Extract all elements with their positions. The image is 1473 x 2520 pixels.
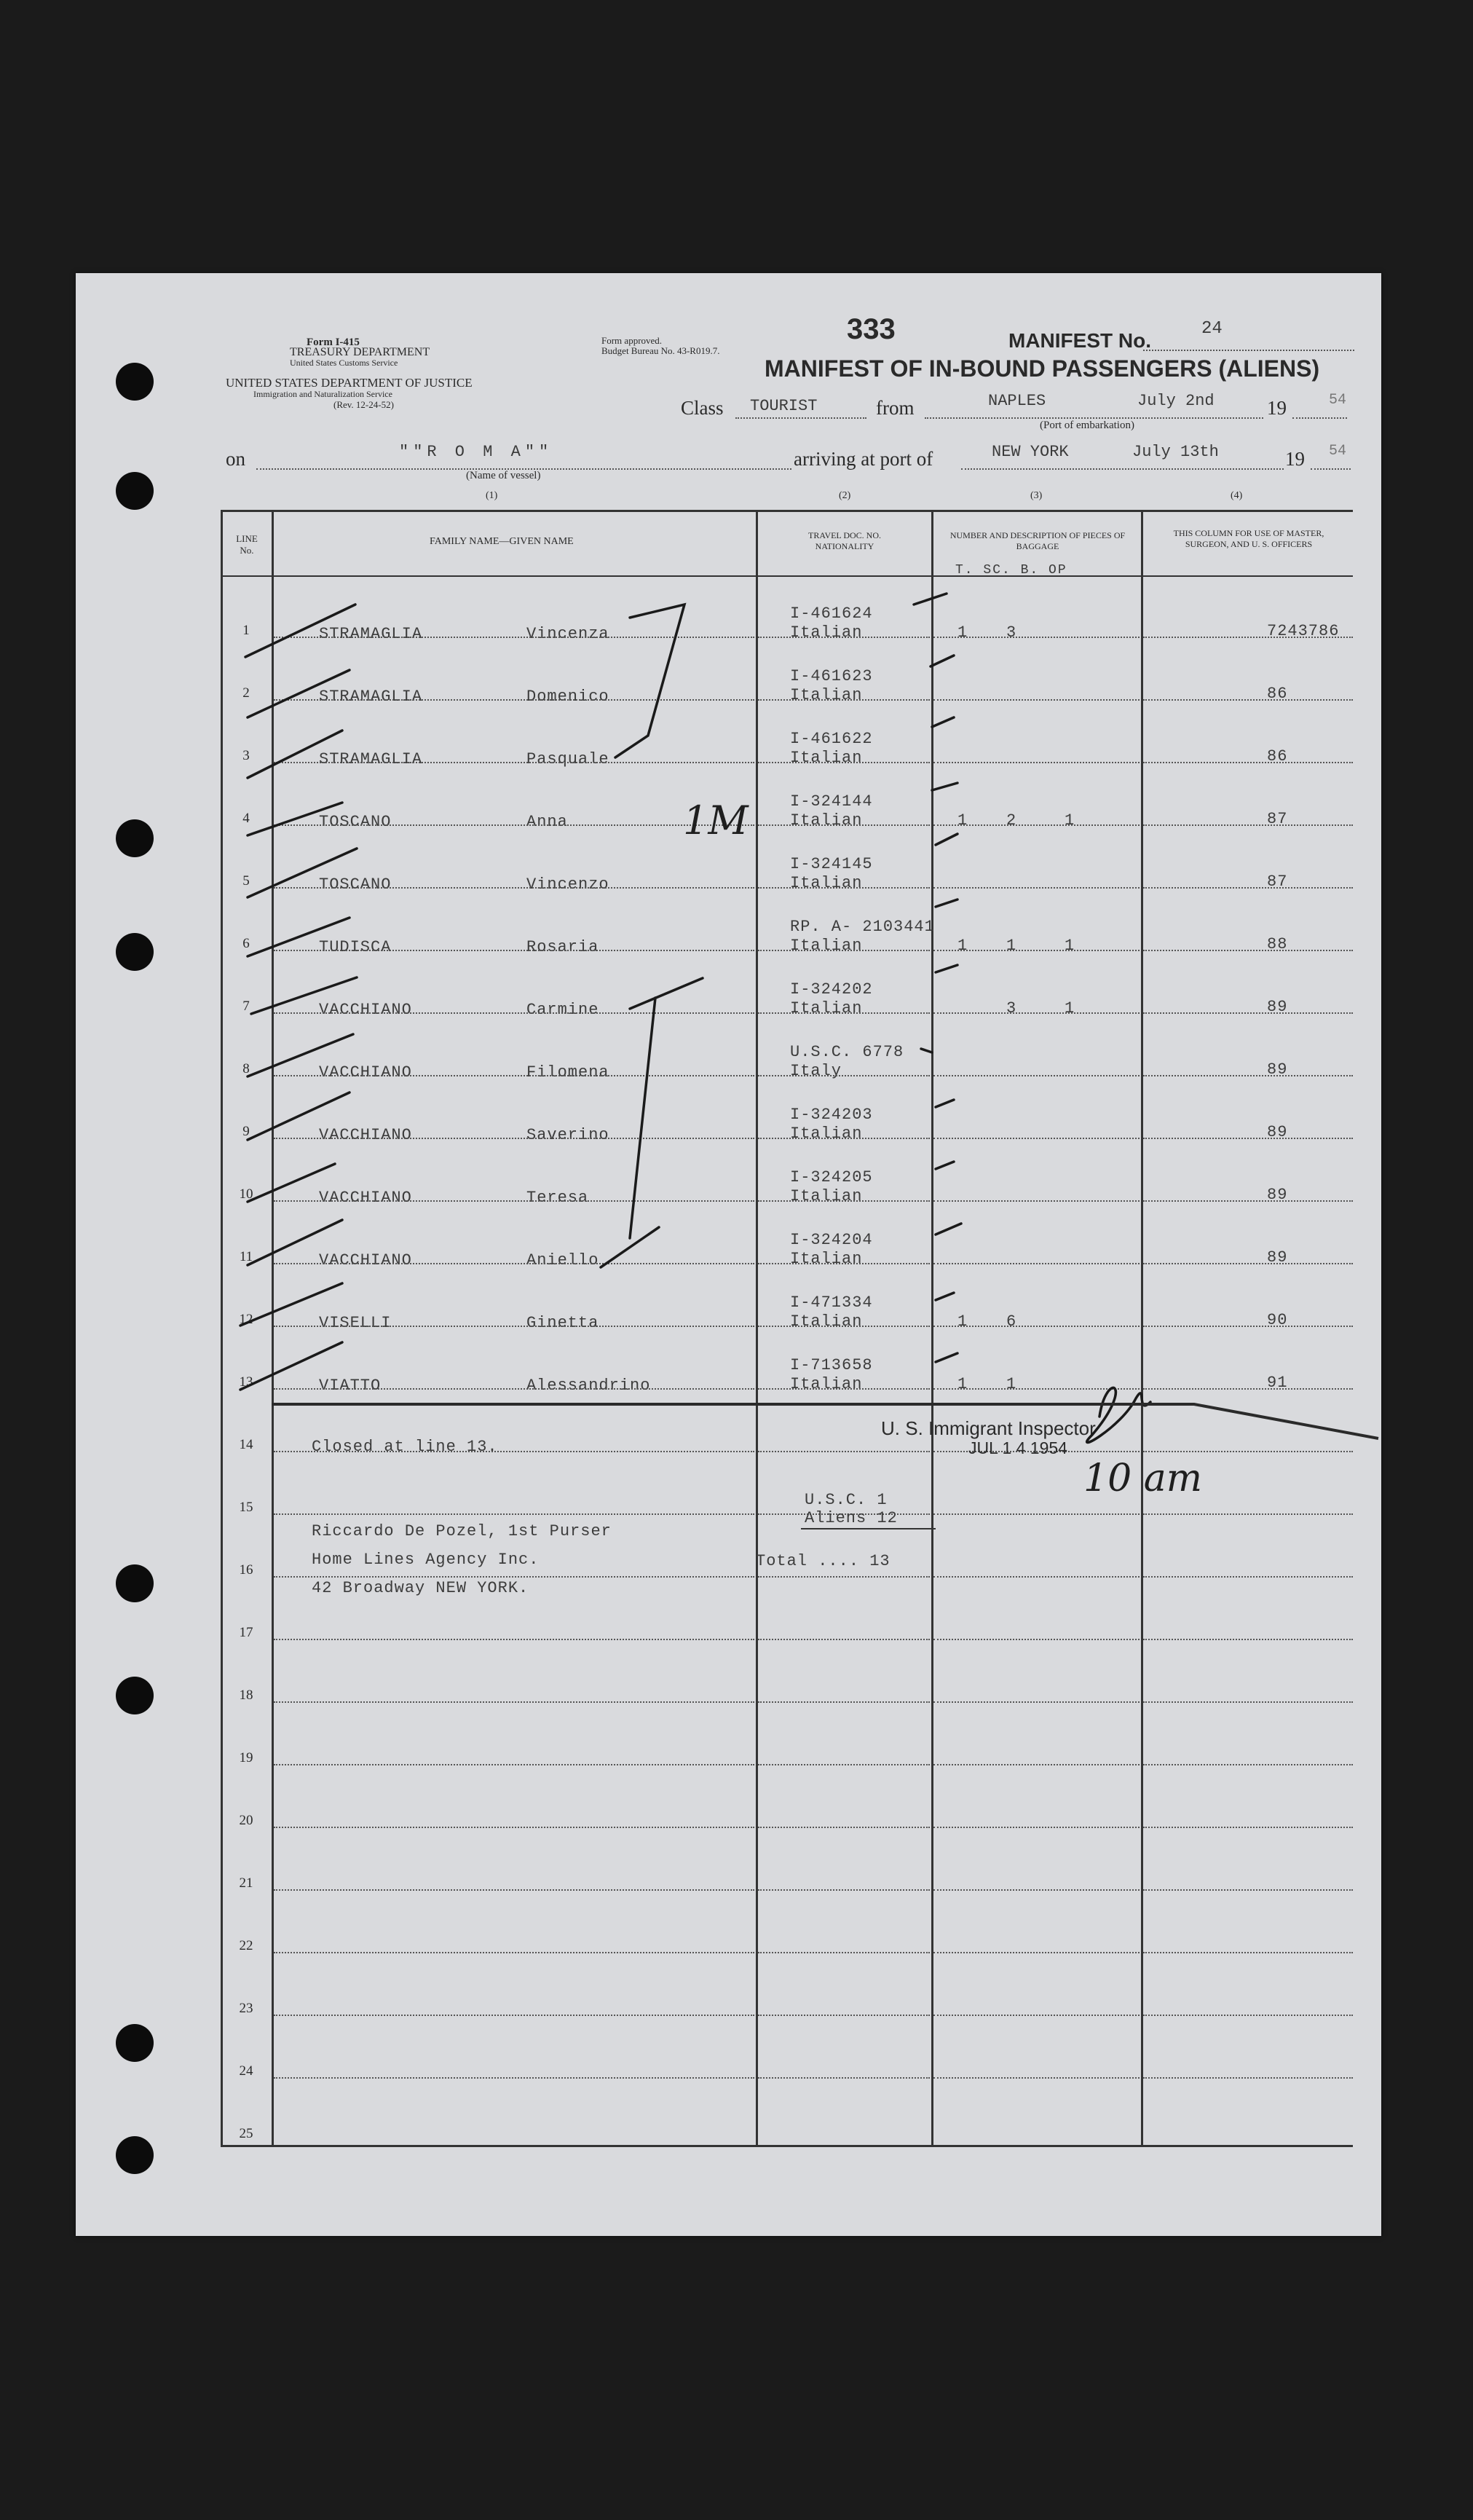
usc-count: U.S.C. 1 — [805, 1491, 888, 1509]
row-rule — [933, 1889, 1140, 1891]
baggage-sc: 1 — [1006, 937, 1017, 955]
family-name: VACCHIANO — [319, 1126, 412, 1144]
nationality: Italian — [790, 937, 863, 955]
vessel-name: ""R O M A"" — [399, 443, 553, 461]
row-rule — [1143, 1639, 1353, 1640]
row-number: 11 — [239, 1249, 253, 1264]
officer-number: 87 — [1267, 810, 1288, 828]
row-rule — [1143, 887, 1353, 889]
baggage-t: 1 — [957, 811, 968, 830]
row-rule — [1143, 1263, 1353, 1264]
row-rule — [1143, 762, 1353, 763]
travel-doc: I-461623 — [790, 667, 873, 685]
row-number: 6 — [242, 936, 250, 951]
binder-hole — [116, 2024, 154, 2062]
officer-number: 86 — [1267, 685, 1288, 703]
officer-number: 89 — [1267, 1248, 1288, 1267]
baggage-sc: 1 — [1006, 1375, 1017, 1393]
officer-number: 87 — [1267, 873, 1288, 891]
binder-hole — [116, 1677, 154, 1714]
row-rule — [1143, 1952, 1353, 1953]
family-name: VACCHIANO — [319, 1189, 412, 1207]
row-rule — [1143, 699, 1353, 701]
form-number: Form I-415 — [307, 336, 360, 348]
inspector-stamp-title: U. S. Immigrant Inspector — [881, 1417, 1096, 1439]
class-label: Class — [681, 397, 724, 419]
family-name: STRAMAGLIA — [319, 688, 423, 706]
row-number: 25 — [239, 2126, 253, 2141]
revision: (Rev. 12-24-52) — [333, 399, 394, 410]
handwritten-time: 10 am — [1083, 1457, 1203, 1500]
row-number: 1 — [242, 623, 250, 638]
row-rule — [933, 1639, 1140, 1640]
year-1: 54 — [1329, 392, 1347, 409]
row-number: 19 — [239, 1750, 253, 1765]
row-rule — [933, 1952, 1140, 1953]
row-rule — [1143, 1200, 1353, 1202]
row-rule — [1143, 1012, 1353, 1014]
embark-caption: (Port of embarkation) — [1040, 420, 1134, 431]
row-rule — [1143, 1576, 1353, 1578]
row-rule — [274, 1138, 754, 1139]
row-rule — [274, 1764, 754, 1765]
row-number: 13 — [239, 1374, 253, 1390]
given-name: Domenico — [526, 688, 609, 706]
nationality: Italian — [790, 999, 863, 1017]
row-rule — [1143, 1701, 1353, 1703]
family-name: TUDISCA — [319, 938, 392, 956]
family-name: TOSCANO — [319, 813, 392, 831]
nationality: Italian — [790, 686, 863, 704]
class-value: TOURIST — [750, 397, 818, 415]
officer-number: 7243786 — [1267, 622, 1340, 640]
nationality: Italian — [790, 1250, 863, 1268]
row-rule — [933, 762, 1140, 763]
nationality: Italian — [790, 1125, 863, 1143]
header-name: FAMILY NAME—GIVEN NAME — [430, 536, 574, 547]
row-number: 17 — [239, 1625, 253, 1640]
row-rule — [758, 2015, 930, 2016]
baggage-b: 1 — [1065, 811, 1075, 830]
on-label: on — [226, 448, 245, 470]
row-rule — [933, 637, 1140, 638]
row-rule — [758, 1388, 930, 1390]
officer-number: 89 — [1267, 1060, 1288, 1079]
given-name: Rosaria — [526, 938, 599, 956]
col-number-4: (4) — [1231, 490, 1243, 501]
family-name: TOSCANO — [319, 875, 392, 894]
row-rule — [1143, 1075, 1353, 1076]
given-name: Saverino — [526, 1126, 609, 1144]
family-name: VISELLI — [319, 1314, 392, 1332]
given-name: Vincenzo — [526, 875, 609, 894]
nationality: Italy — [790, 1062, 842, 1080]
travel-doc: RP. A- 2103441 — [790, 918, 935, 936]
row-rule — [274, 1263, 754, 1264]
agency-address: 42 Broadway NEW YORK. — [312, 1579, 529, 1597]
row-rule — [758, 1451, 930, 1452]
treasury-dept: TREASURY DEPARTMENT — [290, 346, 430, 358]
page-number: 333 — [847, 313, 896, 345]
row-rule — [1143, 1889, 1353, 1891]
header-doc: TRAVEL DOC. NO. NATIONALITY — [807, 530, 881, 551]
binder-hole — [116, 2136, 154, 2174]
row-rule — [758, 1639, 930, 1640]
row-rule — [933, 2077, 1140, 2079]
row-number: 9 — [242, 1124, 250, 1139]
travel-doc: I-324203 — [790, 1106, 873, 1124]
manifest-title: MANIFEST OF IN-BOUND PASSENGERS (ALIENS) — [765, 355, 1320, 382]
form-approved: Form approved. — [601, 335, 663, 346]
total-count: Total .... 13 — [756, 1552, 890, 1570]
row-rule — [758, 1952, 930, 1953]
nationality: Italian — [790, 874, 863, 892]
row-rule — [758, 1576, 930, 1578]
header-baggage: NUMBER AND DESCRIPTION OF PIECES OF BAGGAGE — [949, 530, 1126, 551]
row-rule — [758, 1138, 930, 1139]
given-name: Carmine — [526, 1001, 599, 1019]
nationality: Italian — [790, 1312, 863, 1331]
given-name: Vincenza — [526, 625, 609, 643]
row-rule — [758, 1326, 930, 1327]
row-rule — [758, 1263, 930, 1264]
row-number: 21 — [239, 1875, 253, 1891]
travel-doc: I-461622 — [790, 730, 873, 748]
binder-hole — [116, 1564, 154, 1602]
manifest-number: 24 — [1201, 319, 1223, 339]
row-rule — [758, 1889, 930, 1891]
closed-note: Closed at line 13. — [312, 1438, 498, 1456]
baggage-t: 1 — [957, 937, 968, 955]
row-rule — [1143, 1388, 1353, 1390]
row-rule — [274, 1639, 754, 1640]
aliens-count: Aliens 12 — [805, 1509, 898, 1527]
row-rule — [274, 637, 754, 638]
baggage-sc: 3 — [1006, 999, 1017, 1017]
given-name: Pasquale — [526, 750, 609, 768]
row-rule — [1143, 1827, 1353, 1828]
row-number: 16 — [239, 1562, 253, 1578]
row-rule — [933, 699, 1140, 701]
row-rule — [758, 887, 930, 889]
row-number: 7 — [242, 999, 250, 1014]
row-rule — [933, 1263, 1140, 1264]
family-name: VACCHIANO — [319, 1251, 412, 1269]
row-rule — [758, 2077, 930, 2079]
row-rule — [933, 1388, 1140, 1390]
embark-date: July 2nd — [1137, 392, 1215, 410]
officer-number: 88 — [1267, 935, 1288, 953]
family-name: STRAMAGLIA — [319, 750, 423, 768]
row-rule — [758, 824, 930, 826]
row-rule — [933, 1075, 1140, 1076]
row-number: 4 — [242, 811, 250, 826]
baggage-sc: 2 — [1006, 811, 1017, 830]
row-rule — [933, 1827, 1140, 1828]
given-name: Aniello — [526, 1251, 599, 1269]
budget-bureau: Budget Bureau No. 43-R019.7. — [601, 345, 720, 356]
year-2: 54 — [1329, 443, 1347, 460]
given-name: Anna — [526, 813, 568, 831]
row-rule — [758, 699, 930, 701]
header-baggage-sub: T. SC. B. OP — [955, 563, 1067, 578]
binder-hole — [116, 363, 154, 401]
officer-number: 89 — [1267, 1123, 1288, 1141]
nationality: Italian — [790, 1375, 863, 1393]
row-rule — [933, 1012, 1140, 1014]
row-number: 20 — [239, 1813, 253, 1828]
family-name: VIATTO — [319, 1377, 382, 1395]
row-rule — [274, 887, 754, 889]
travel-doc: I-461624 — [790, 605, 873, 623]
officer-number: 86 — [1267, 747, 1288, 765]
row-number: 22 — [239, 1938, 253, 1953]
travel-doc: I-324144 — [790, 792, 873, 811]
row-rule — [274, 1576, 754, 1578]
row-rule — [933, 1701, 1140, 1703]
travel-doc: U.S.C. 6778 — [790, 1043, 904, 1061]
family-name: VACCHIANO — [319, 1001, 412, 1019]
row-rule — [274, 762, 754, 763]
arrival-port: NEW YORK — [992, 443, 1069, 461]
customs-service: United States Customs Service — [290, 358, 398, 368]
baggage-sc: 6 — [1006, 1312, 1017, 1331]
row-rule — [274, 1012, 754, 1014]
row-rule — [274, 1388, 754, 1390]
travel-doc: I-713658 — [790, 1356, 873, 1374]
row-number: 8 — [242, 1061, 250, 1076]
binder-hole — [116, 472, 154, 510]
row-rule — [758, 1764, 930, 1765]
row-rule — [274, 1889, 754, 1891]
justice-dept: UNITED STATES DEPARTMENT OF JUSTICE — [226, 376, 473, 390]
row-rule — [933, 887, 1140, 889]
row-rule — [933, 2015, 1140, 2016]
ins-service: Immigration and Naturalization Service — [253, 389, 392, 399]
row-rule — [758, 1200, 930, 1202]
row-rule — [274, 2015, 754, 2016]
row-rule — [933, 824, 1140, 826]
row-rule — [274, 699, 754, 701]
row-number: 10 — [239, 1186, 253, 1202]
col-number-3: (3) — [1030, 490, 1043, 501]
row-rule — [1143, 637, 1353, 638]
year-prefix-1: 19 — [1267, 397, 1287, 419]
row-number: 24 — [239, 2063, 253, 2079]
nationality: Italian — [790, 623, 863, 642]
family-name: STRAMAGLIA — [319, 625, 423, 643]
from-label: from — [876, 397, 915, 419]
row-rule — [274, 1701, 754, 1703]
agency-name: Home Lines Agency Inc. — [312, 1551, 540, 1569]
row-rule — [1143, 1326, 1353, 1327]
row-number: 18 — [239, 1688, 253, 1703]
inspector-stamp-date: JUL 1 4 1954 — [968, 1438, 1067, 1457]
baggage-t: 1 — [957, 1375, 968, 1393]
nationality: Italian — [790, 749, 863, 767]
arriving-label: arriving at port of — [794, 448, 933, 470]
row-number: 5 — [242, 873, 250, 889]
row-number: 15 — [239, 1500, 253, 1515]
travel-doc: I-324205 — [790, 1168, 873, 1186]
given-name: Teresa — [526, 1189, 589, 1207]
officer-number: 91 — [1267, 1374, 1288, 1392]
header-officers: THIS COLUMN FOR USE OF MASTER, SURGEON, AND U. S. OFFICERS — [1173, 528, 1324, 549]
row-rule — [274, 1075, 754, 1076]
row-rule — [758, 1827, 930, 1828]
given-name: Ginetta — [526, 1314, 599, 1332]
baggage-t: 1 — [957, 1312, 968, 1331]
row-rule — [758, 1701, 930, 1703]
nationality: Italian — [790, 1187, 863, 1205]
row-rule — [274, 2077, 754, 2079]
binder-hole — [116, 819, 154, 857]
row-rule — [758, 950, 930, 951]
row-rule — [274, 1952, 754, 1953]
row-rule — [933, 950, 1140, 951]
travel-doc: I-324204 — [790, 1231, 873, 1249]
nationality: Italian — [790, 811, 863, 830]
row-rule — [933, 1200, 1140, 1202]
row-rule — [1143, 1138, 1353, 1139]
officer-number: 89 — [1267, 1186, 1288, 1204]
row-rule — [274, 1200, 754, 1202]
row-rule — [1143, 2015, 1353, 2016]
row-rule — [758, 1075, 930, 1076]
row-number: 14 — [239, 1437, 253, 1452]
baggage-t: 1 — [957, 623, 968, 642]
row-rule — [274, 950, 754, 951]
row-rule — [1143, 950, 1353, 951]
row-rule — [933, 1513, 1140, 1515]
arrival-date: July 13th — [1132, 443, 1219, 461]
header-line-no: LINE No. — [236, 533, 258, 556]
row-number: 2 — [242, 685, 250, 701]
row-rule — [274, 824, 754, 826]
row-rule — [933, 1576, 1140, 1578]
row-rule — [1143, 1764, 1353, 1765]
row-rule — [758, 637, 930, 638]
row-rule — [1143, 1513, 1353, 1515]
row-rule — [758, 762, 930, 763]
row-rule — [274, 1513, 754, 1515]
purser-name: Riccardo De Pozel, 1st Purser — [312, 1522, 612, 1540]
row-rule — [1143, 2077, 1353, 2079]
row-rule — [933, 1326, 1140, 1327]
travel-doc: I-471334 — [790, 1294, 873, 1312]
manifest-label: MANIFEST No. — [1008, 329, 1151, 352]
row-number: 3 — [242, 748, 250, 763]
row-rule — [1143, 1451, 1353, 1452]
col-number-1: (1) — [486, 490, 498, 501]
binder-hole — [116, 933, 154, 971]
row-rule — [1143, 824, 1353, 826]
vessel-caption: (Name of vessel) — [466, 470, 541, 481]
year-prefix-2: 19 — [1285, 448, 1305, 470]
baggage-b: 1 — [1065, 999, 1075, 1017]
col-number-2: (2) — [839, 490, 851, 501]
travel-doc: I-324202 — [790, 980, 873, 999]
row-rule — [274, 1326, 754, 1327]
row-rule — [274, 1827, 754, 1828]
officer-number: 89 — [1267, 998, 1288, 1016]
row-rule — [933, 1764, 1140, 1765]
given-name: Filomena — [526, 1063, 609, 1082]
baggage-b: 1 — [1065, 937, 1075, 955]
given-name: Alessandrino — [526, 1377, 651, 1395]
row-number: 12 — [239, 1312, 253, 1327]
officer-number: 90 — [1267, 1311, 1288, 1329]
travel-doc: I-324145 — [790, 855, 873, 873]
embark-port: NAPLES — [988, 392, 1046, 410]
row-rule — [933, 1138, 1140, 1139]
family-name: VACCHIANO — [319, 1063, 412, 1082]
row-number: 23 — [239, 2001, 253, 2016]
row-rule — [758, 1012, 930, 1014]
baggage-sc: 3 — [1006, 623, 1017, 642]
handwritten-initial: 1M — [683, 798, 749, 843]
